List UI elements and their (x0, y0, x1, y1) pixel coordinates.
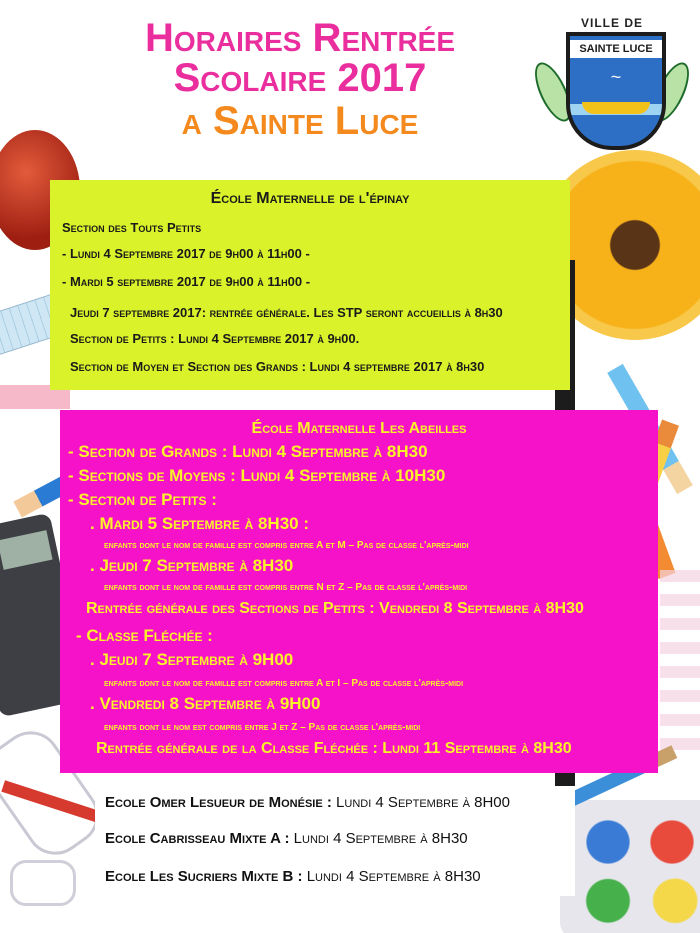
logo-top-text: VILLE DE (580, 16, 643, 30)
boat-icon (582, 102, 650, 114)
epinay-line: - Lundi 4 Septembre 2017 de 9h00 à 11h00 - (62, 246, 310, 261)
school-row (105, 830, 468, 847)
abeilles-line: - Section de Petits : (68, 490, 217, 509)
other-schools-section (95, 786, 575, 896)
paperclip-illustration-2 (10, 860, 76, 906)
abeilles-heading: École Maternelle Les Abeilles (251, 420, 467, 437)
abeilles-note: enfants dont le nom est compris entre J et Z – Pas de classe l'après-midi (104, 722, 421, 733)
abeilles-line: . Vendredi 8 Septembre à 9H00 (90, 694, 321, 713)
epinay-line: - Mardi 5 septembre 2017 de 9h00 à 11h00 - (62, 274, 311, 289)
abeilles-line: - Classe Fléchée : (76, 626, 213, 645)
poster-title (95, 18, 505, 144)
abeilles-line: . Jeudi 7 Septembre à 8H30 (90, 556, 294, 575)
school-row (105, 868, 481, 885)
abeilles-line: Rentrée générale des Sections de Petits : Vendredi 8 Septembre à 8H30 (86, 600, 584, 617)
abeilles-note: enfants dont le nom de famille est compris entre A et M – Pas de classe l'après-midi (104, 540, 469, 551)
abeilles-section (60, 410, 658, 773)
school-name: Ecole Les Sucriers Mixte B : (105, 868, 303, 885)
abeilles-line: . Jeudi 7 Septembre à 9H00 (90, 650, 294, 669)
grid-paper-illustration (660, 570, 700, 750)
epinay-section (50, 180, 570, 390)
title-line-3: a Sainte Luce (181, 99, 419, 143)
bird-icon: ~ (610, 67, 622, 87)
logo-banner: SAINTE LUCE (570, 40, 662, 58)
epinay-section-title: Section des Touts Petits (62, 220, 202, 235)
title-line-2: Scolaire 2017 (173, 56, 427, 100)
epinay-line: Jeudi 7 septembre 2017: rentrée générale. Les STP seront accueillis à 8h30 (70, 305, 503, 320)
epinay-heading: École Maternelle de l'épinay (210, 190, 410, 207)
school-date: Lundi 4 Septembre à 8H30 (289, 830, 468, 847)
school-date: Lundi 4 Septembre à 8H00 (331, 794, 510, 811)
title-line-1: Horaires Rentrée (144, 16, 456, 60)
school-name: Ecole Omer Lesueur de Monésie : (105, 794, 332, 811)
paint-palette-illustration (560, 800, 700, 933)
abeilles-line: - Sections de Moyens : Lundi 4 Septembre à 10H30 (68, 466, 446, 485)
abeilles-line: . Mardi 5 Septembre à 8H30 : (90, 514, 309, 533)
abeilles-line: Rentrée générale de la Classe Fléchée : Lundi 11 Septembre à 8H30 (96, 740, 572, 757)
city-logo (536, 10, 686, 160)
epinay-line: Section de Petits : Lundi 4 Septembre 2017 à 9h00. (70, 331, 360, 346)
epinay-line: Section de Moyen et Section des Grands : Lundi 4 septembre 2017 à 8h30 (70, 359, 485, 374)
abeilles-note: enfants dont le nom de famille est compris entre A et I – Pas de classe l'après-midi (104, 678, 464, 689)
school-row (105, 794, 510, 811)
abeilles-note: enfants dont le nom de famille est compris entre N et Z – Pas de classe l'après-midi (104, 582, 468, 593)
school-name: Ecole Cabrisseau Mixte A : (105, 830, 290, 847)
shield-icon (566, 32, 666, 150)
school-date: Lundi 4 Septembre à 8H30 (302, 868, 481, 885)
abeilles-line: - Section de Grands : Lundi 4 Septembre à 8H30 (68, 442, 428, 461)
